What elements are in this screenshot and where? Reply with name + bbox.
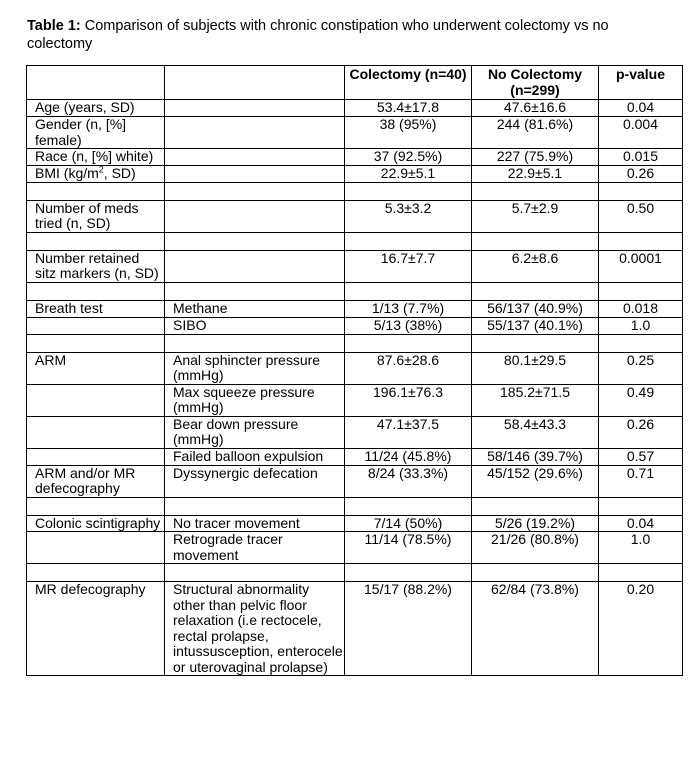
row-group-label bbox=[27, 384, 165, 416]
no-colectomy-value: 244 (81.6%) bbox=[472, 117, 599, 149]
table-row bbox=[27, 165, 683, 182]
p-value: 0.015 bbox=[599, 149, 683, 166]
row-label: Gender (n, [%] female) bbox=[27, 117, 165, 149]
row-group-label bbox=[27, 317, 165, 334]
spacer-row bbox=[27, 282, 683, 300]
colectomy-value: 5/13 (38%) bbox=[345, 317, 472, 334]
row-group-label bbox=[27, 448, 165, 465]
no-colectomy-value: 6.2±8.6 bbox=[472, 250, 599, 282]
header-cell-blank-1 bbox=[27, 66, 165, 100]
p-value: 0.018 bbox=[599, 300, 683, 317]
table-row bbox=[27, 300, 683, 317]
row-group-label: Breath test bbox=[27, 300, 165, 317]
table-row bbox=[27, 149, 683, 166]
row-group-label: Colonic scintigraphy bbox=[27, 515, 165, 532]
colectomy-value: 196.1±76.3 bbox=[345, 384, 472, 416]
p-value: 0.71 bbox=[599, 465, 683, 497]
table-row bbox=[27, 117, 683, 149]
p-value: 1.0 bbox=[599, 532, 683, 564]
comparison-table bbox=[26, 65, 683, 676]
no-colectomy-value: 5/26 (19.2%) bbox=[472, 515, 599, 532]
table-caption bbox=[27, 17, 677, 53]
row-sublabel bbox=[165, 100, 345, 117]
row-sublabel: Max squeeze pressure (mmHg) bbox=[165, 384, 345, 416]
no-colectomy-value: 56/137 (40.9%) bbox=[472, 300, 599, 317]
p-value: 0.26 bbox=[599, 416, 683, 448]
colectomy-value: 11/24 (45.8%) bbox=[345, 448, 472, 465]
no-colectomy-value: 58/146 (39.7%) bbox=[472, 448, 599, 465]
colectomy-value: 7/14 (50%) bbox=[345, 515, 472, 532]
row-sublabel: Failed balloon expulsion bbox=[165, 448, 345, 465]
no-colectomy-value: 55/137 (40.1%) bbox=[472, 317, 599, 334]
no-colectomy-value: 185.2±71.5 bbox=[472, 384, 599, 416]
colectomy-value: 16.7±7.7 bbox=[345, 250, 472, 282]
colectomy-value: 1/13 (7.7%) bbox=[345, 300, 472, 317]
row-label: Race (n, [%] white) bbox=[27, 149, 165, 166]
row-sublabel: No tracer movement bbox=[165, 515, 345, 532]
colectomy-value: 87.6±28.6 bbox=[345, 352, 472, 384]
table-row bbox=[27, 250, 683, 282]
row-sublabel: SIBO bbox=[165, 317, 345, 334]
table-row bbox=[27, 448, 683, 465]
spacer-row bbox=[27, 564, 683, 582]
row-sublabel: Bear down pressure (mmHg) bbox=[165, 416, 345, 448]
p-value: 1.0 bbox=[599, 317, 683, 334]
table-row bbox=[27, 317, 683, 334]
p-value: 0.04 bbox=[599, 515, 683, 532]
colectomy-value: 53.4±17.8 bbox=[345, 100, 472, 117]
table-row bbox=[27, 352, 683, 384]
table-row bbox=[27, 384, 683, 416]
colectomy-value: 37 (92.5%) bbox=[345, 149, 472, 166]
no-colectomy-value: 47.6±16.6 bbox=[472, 100, 599, 117]
p-value: 0.25 bbox=[599, 352, 683, 384]
p-value: 0.04 bbox=[599, 100, 683, 117]
colectomy-value: 47.1±37.5 bbox=[345, 416, 472, 448]
table-row bbox=[27, 582, 683, 676]
header-no-colectomy: No Colectomy (n=299) bbox=[472, 66, 599, 100]
row-label: BMI ($kg/m^2$, SD) bbox=[27, 165, 165, 182]
table-caption-label: Table 1: bbox=[27, 18, 81, 34]
row-label: Number of meds tried (n, SD) bbox=[27, 200, 165, 232]
no-colectomy-value: 22.9±5.1 bbox=[472, 165, 599, 182]
row-sublabel bbox=[165, 117, 345, 149]
no-colectomy-value: 5.7±2.9 bbox=[472, 200, 599, 232]
table-caption-text: Comparison of subjects with chronic constipation who underwent colectomy vs no colectomy bbox=[27, 18, 609, 52]
no-colectomy-value: 80.1±29.5 bbox=[472, 352, 599, 384]
row-group-label bbox=[27, 416, 165, 448]
row-label: Age (years, SD) bbox=[27, 100, 165, 117]
row-sublabel bbox=[165, 165, 345, 182]
row-sublabel bbox=[165, 250, 345, 282]
spacer-row bbox=[27, 182, 683, 200]
no-colectomy-value: 227 (75.9%) bbox=[472, 149, 599, 166]
p-value: 0.49 bbox=[599, 384, 683, 416]
p-value: 0.26 bbox=[599, 165, 683, 182]
spacer-row bbox=[27, 334, 683, 352]
colectomy-value: 5.3±3.2 bbox=[345, 200, 472, 232]
no-colectomy-value: 58.4±43.3 bbox=[472, 416, 599, 448]
colectomy-value: 22.9±5.1 bbox=[345, 165, 472, 182]
table-row bbox=[27, 532, 683, 564]
p-value: 0.0001 bbox=[599, 250, 683, 282]
colectomy-value: 8/24 (33.3%) bbox=[345, 465, 472, 497]
row-sublabel: Retrograde tracer movement bbox=[165, 532, 345, 564]
row-sublabel bbox=[165, 149, 345, 166]
no-colectomy-value: 62/84 (73.8%) bbox=[472, 582, 599, 676]
row-sublabel: Dyssynergic defecation bbox=[165, 465, 345, 497]
header-row bbox=[27, 66, 683, 100]
no-colectomy-value: 21/26 (80.8%) bbox=[472, 532, 599, 564]
table-row bbox=[27, 100, 683, 117]
p-value: 0.20 bbox=[599, 582, 683, 676]
header-cell-blank-2 bbox=[165, 66, 345, 100]
row-sublabel: Methane bbox=[165, 300, 345, 317]
p-value: 0.50 bbox=[599, 200, 683, 232]
row-sublabel: Anal sphincter pressure (mmHg) bbox=[165, 352, 345, 384]
row-sublabel bbox=[165, 200, 345, 232]
header-p-value: p-value bbox=[599, 66, 683, 100]
colectomy-value: 15/17 (88.2%) bbox=[345, 582, 472, 676]
colectomy-value: 38 (95%) bbox=[345, 117, 472, 149]
spacer-row bbox=[27, 232, 683, 250]
row-group-label: MR defecography bbox=[27, 582, 165, 676]
row-group-label: ARM and/or MR defecography bbox=[27, 465, 165, 497]
spacer-row bbox=[27, 497, 683, 515]
row-label: Number retained sitz markers (n, SD) bbox=[27, 250, 165, 282]
row-group-label: ARM bbox=[27, 352, 165, 384]
table-row bbox=[27, 465, 683, 497]
row-group-label bbox=[27, 532, 165, 564]
no-colectomy-value: 45/152 (29.6%) bbox=[472, 465, 599, 497]
table-row bbox=[27, 200, 683, 232]
colectomy-value: 11/14 (78.5%) bbox=[345, 532, 472, 564]
table-row bbox=[27, 416, 683, 448]
p-value: 0.57 bbox=[599, 448, 683, 465]
row-sublabel: Structural abnormality other than pelvic floor relaxation (i.e rectocele, rectal prolapse, intussusception, enterocele or uterovaginal prolapse) bbox=[165, 582, 345, 676]
table-row bbox=[27, 515, 683, 532]
p-value: 0.004 bbox=[599, 117, 683, 149]
header-colectomy: Colectomy (n=40) bbox=[345, 66, 472, 100]
